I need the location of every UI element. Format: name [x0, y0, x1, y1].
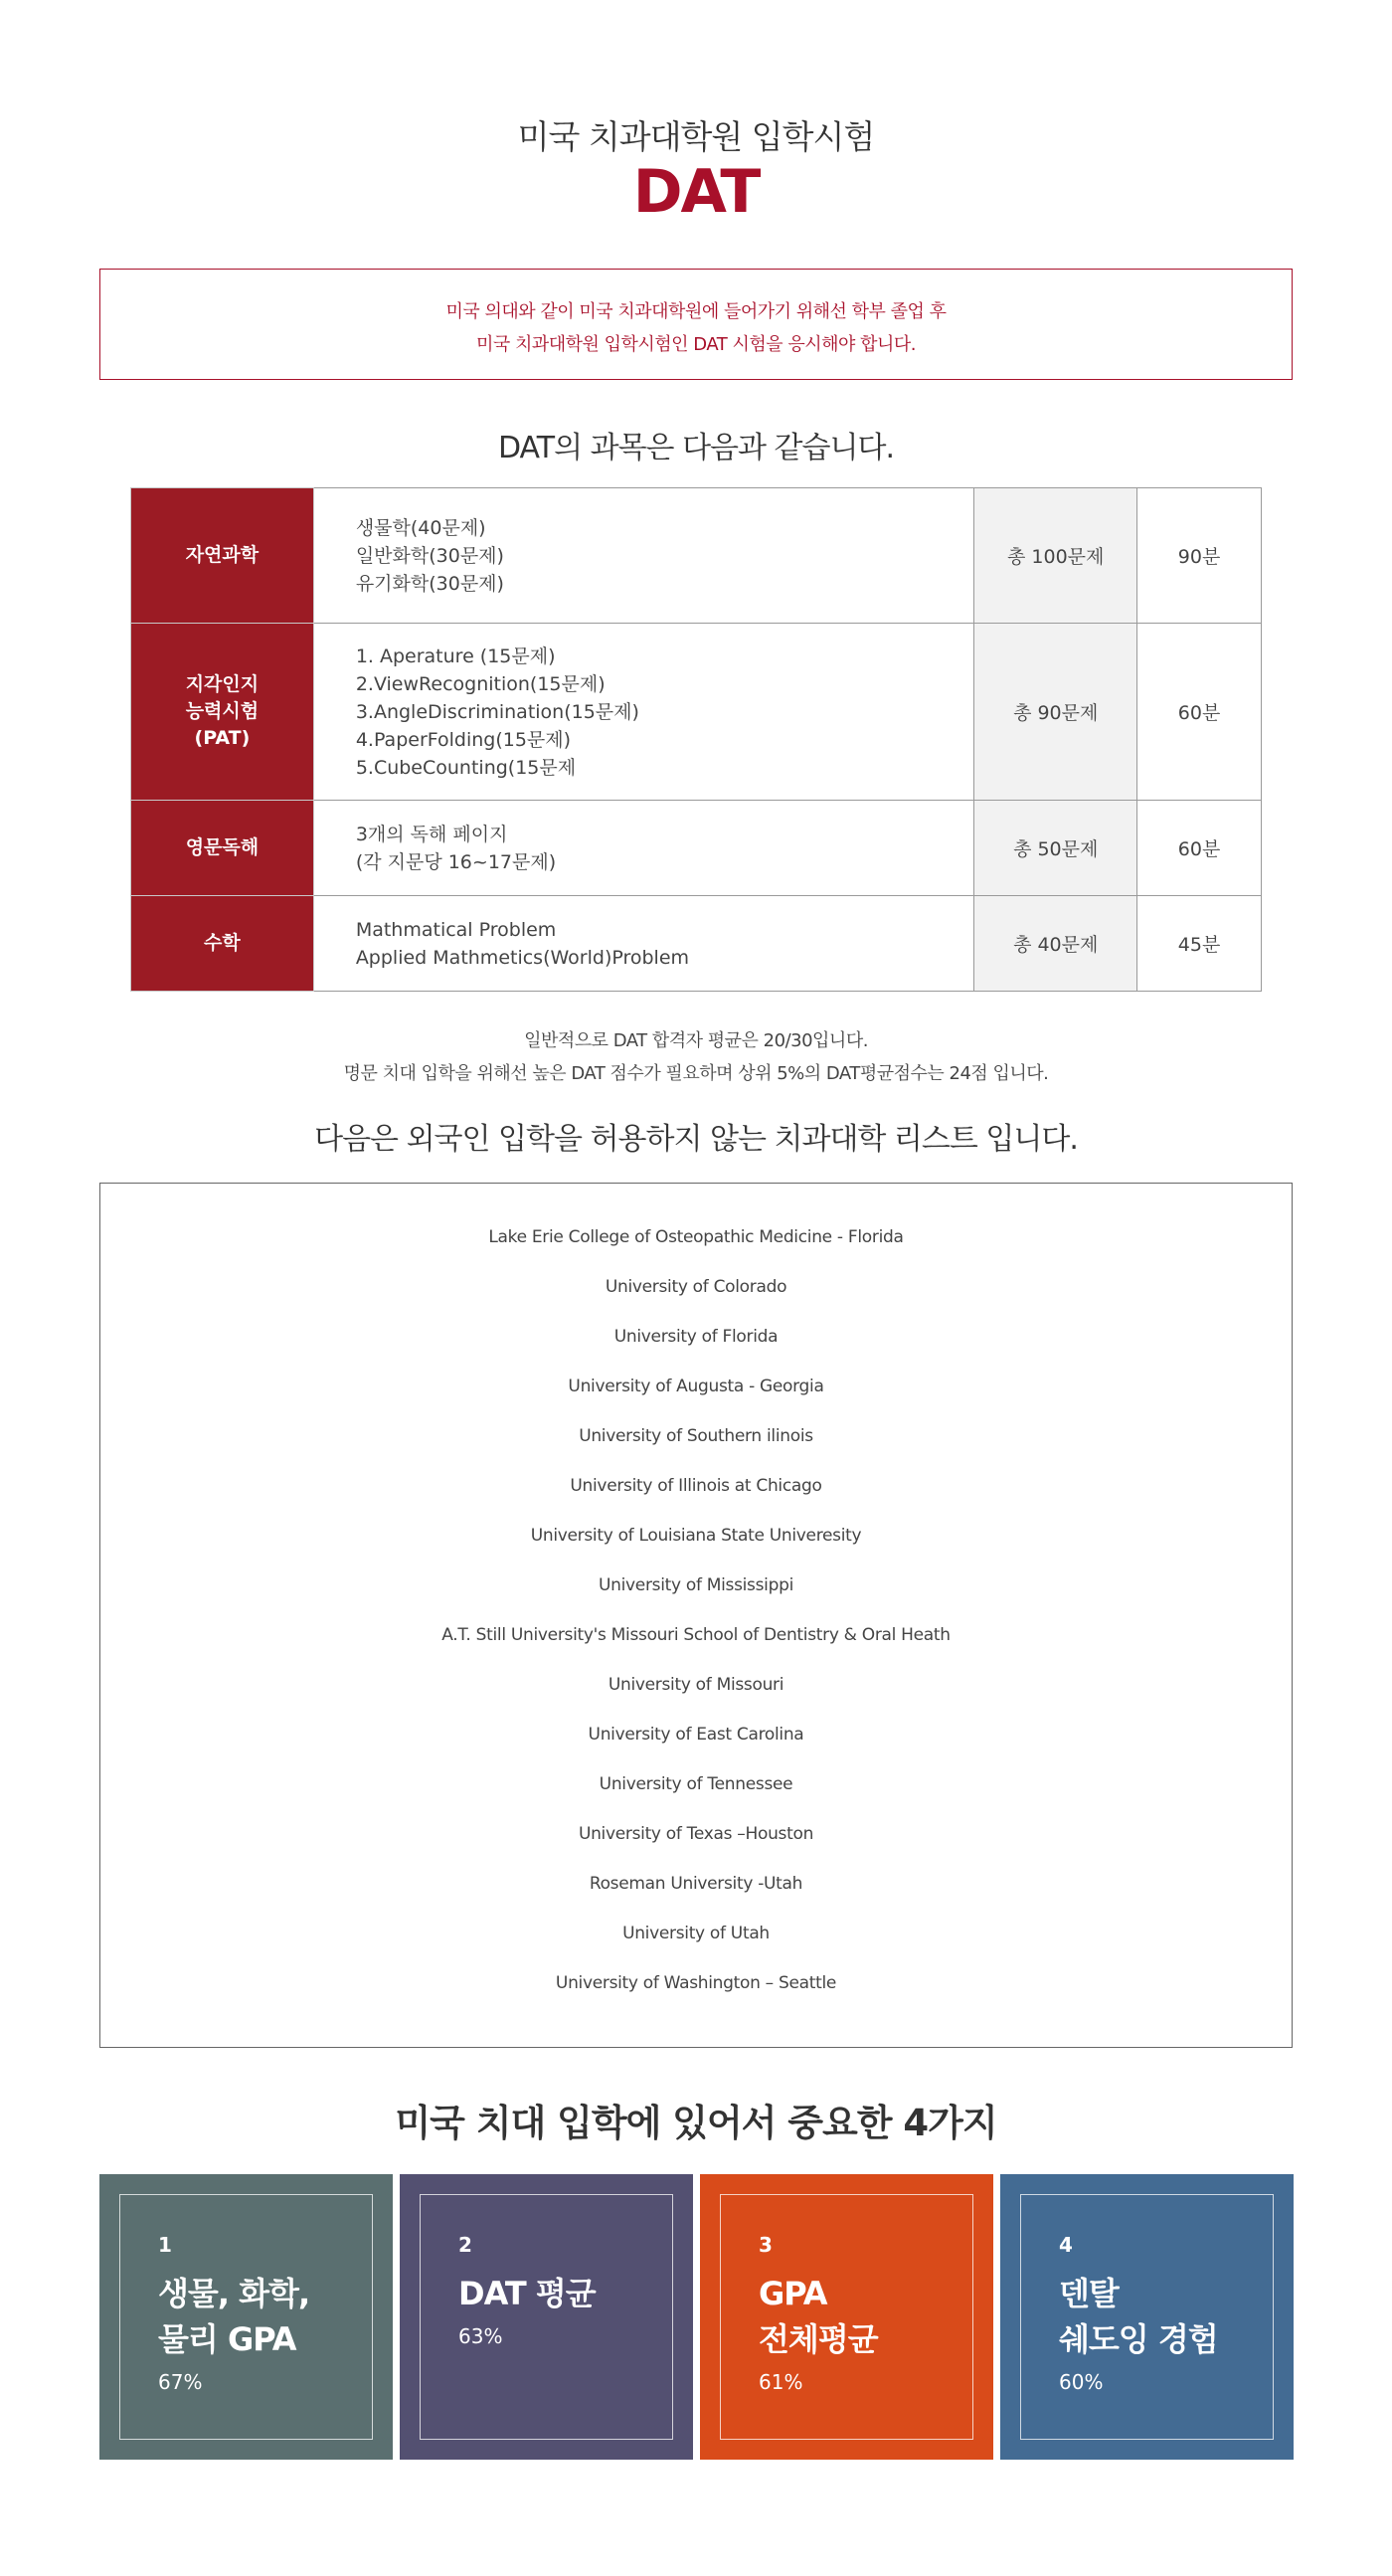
subject-total: 총 100문제 — [974, 488, 1137, 624]
subject-row — [131, 488, 1262, 624]
subject-item: 2.ViewRecognition(15문제) — [355, 672, 606, 695]
subject-item: 1. Aperature (15문제) — [355, 644, 556, 667]
subject-time: 60분 — [1137, 624, 1262, 801]
school-item: University of Augusta - Georgia — [568, 1377, 824, 1396]
factor-number: 4 — [1059, 2233, 1073, 2257]
school-item: University of Illinois at Chicago — [570, 1476, 822, 1496]
factor-percent: 67% — [158, 2370, 203, 2394]
intro-line-1: 미국 의대와 같이 미국 치과대학원에 들어가기 위해선 학부 졸업 후 — [445, 301, 947, 322]
subject-item: 생물학(40문제) — [355, 516, 486, 539]
subjects-heading: DAT의 과목은 다음과 같습니다. — [497, 431, 895, 465]
subject-items — [313, 896, 973, 992]
factor-cards — [99, 2174, 1293, 2460]
subject-item: Mathmatical Problem — [355, 918, 557, 941]
factor-card-frame — [720, 2194, 973, 2440]
school-item: University of Louisiana State Univeresity — [530, 1526, 862, 1546]
factor-name: 덴탈 쉐도잉 경험 — [1059, 2275, 1218, 2358]
subject-time: 45분 — [1137, 896, 1262, 992]
subject-items — [313, 488, 973, 624]
subject-items — [313, 801, 973, 896]
subject-category — [131, 801, 314, 896]
subject-category-line: 영문독해 — [185, 836, 260, 858]
page-title: DAT — [632, 157, 760, 227]
factor-number: 1 — [158, 2233, 172, 2257]
factors-heading: 미국 치대 입학에 있어서 중요한 4가지 — [395, 2102, 997, 2144]
subject-category — [131, 488, 314, 624]
factor-card-frame — [1020, 2194, 1274, 2440]
school-item: University of Texas –Houston — [578, 1824, 814, 1844]
subject-total: 총 40문제 — [974, 896, 1137, 992]
intro-line-2: 미국 치과대학원 입학시험인 DAT 시험을 응시해야 합니다. — [475, 334, 917, 355]
factor-card-2 — [400, 2174, 693, 2460]
note-line-1: 일반적으로 DAT 합격자 평균은 20/30입니다. — [524, 1030, 868, 1051]
intro-box — [99, 269, 1293, 380]
subject-row — [131, 801, 1262, 896]
subject-item: 4.PaperFolding(15문제) — [355, 728, 572, 751]
subject-category-line: 수학 — [204, 932, 241, 954]
factor-name: DAT 평균 — [458, 2275, 596, 2312]
subject-item: 일반화학(30문제) — [355, 544, 504, 567]
factor-percent: 63% — [458, 2324, 503, 2348]
subject-total: 총 90문제 — [974, 624, 1137, 801]
factor-card-1 — [99, 2174, 393, 2460]
dat-score-note — [0, 1024, 1392, 1090]
factor-name: 생물, 화학, 물리 GPA — [158, 2275, 310, 2358]
school-item: University of Utah — [622, 1924, 770, 1943]
factor-card-3 — [700, 2174, 993, 2460]
subject-item: 유기화학(30문제) — [355, 572, 504, 595]
school-item: University of Washington – Seattle — [555, 1973, 837, 1993]
subject-category — [131, 624, 314, 801]
school-item: Lake Erie College of Osteopathic Medicine - Florida — [488, 1227, 904, 1247]
subject-category — [131, 896, 314, 992]
factor-percent: 60% — [1059, 2370, 1104, 2394]
subject-item: 3개의 독해 페이지 — [355, 823, 508, 845]
factor-card-4 — [1000, 2174, 1294, 2460]
factor-number: 3 — [759, 2233, 773, 2257]
school-item: University of Tennessee — [599, 1774, 793, 1794]
subject-time: 60분 — [1137, 801, 1262, 896]
subject-row — [131, 624, 1262, 801]
factor-name: GPA 전체평균 — [759, 2275, 878, 2358]
subject-row — [131, 896, 1262, 992]
subject-items — [313, 624, 973, 801]
school-item: University of East Carolina — [588, 1725, 804, 1745]
factor-number: 2 — [458, 2233, 472, 2257]
subject-total: 총 50문제 — [974, 801, 1137, 896]
subjects-table — [130, 487, 1262, 992]
subject-item: Applied Mathmetics(World)Problem — [355, 946, 690, 969]
subject-category-line: 지각인지 — [185, 673, 260, 695]
factor-card-frame — [119, 2194, 373, 2440]
subject-time: 90분 — [1137, 488, 1262, 624]
subject-category-line: 자연과학 — [185, 544, 260, 566]
factor-card-frame — [420, 2194, 673, 2440]
schools-heading: 다음은 외국인 입학을 허용하지 않는 치과대학 리스트 입니다. — [314, 1122, 1078, 1157]
subject-item: 3.AngleDiscrimination(15문제) — [355, 700, 639, 723]
school-item: A.T. Still University's Missouri School of Dentistry & Oral Heath — [441, 1625, 951, 1645]
school-item: University of Southern ilinois — [579, 1426, 813, 1446]
school-list — [99, 1183, 1293, 2048]
school-item: Roseman University -Utah — [589, 1874, 803, 1894]
subject-category-line: (PAT) — [194, 727, 251, 749]
note-line-2: 명문 치대 입학을 위해선 높은 DAT 점수가 필요하며 상위 5%의 DAT평균점수는 24점 입니다. — [343, 1063, 1049, 1084]
school-item: University of Colorado — [605, 1277, 787, 1297]
school-item: University of Mississippi — [598, 1575, 794, 1595]
school-item: University of Missouri — [608, 1675, 784, 1695]
subject-item: (각 지문당 16~17문제) — [355, 850, 557, 873]
factor-percent: 61% — [759, 2370, 803, 2394]
school-item: University of Florida — [613, 1327, 779, 1347]
subject-category-line: 능력시험 — [185, 700, 260, 722]
page-subtitle: 미국 치과대학원 입학시험 — [517, 117, 875, 156]
subject-item: 5.CubeCounting(15문제 — [355, 756, 577, 779]
